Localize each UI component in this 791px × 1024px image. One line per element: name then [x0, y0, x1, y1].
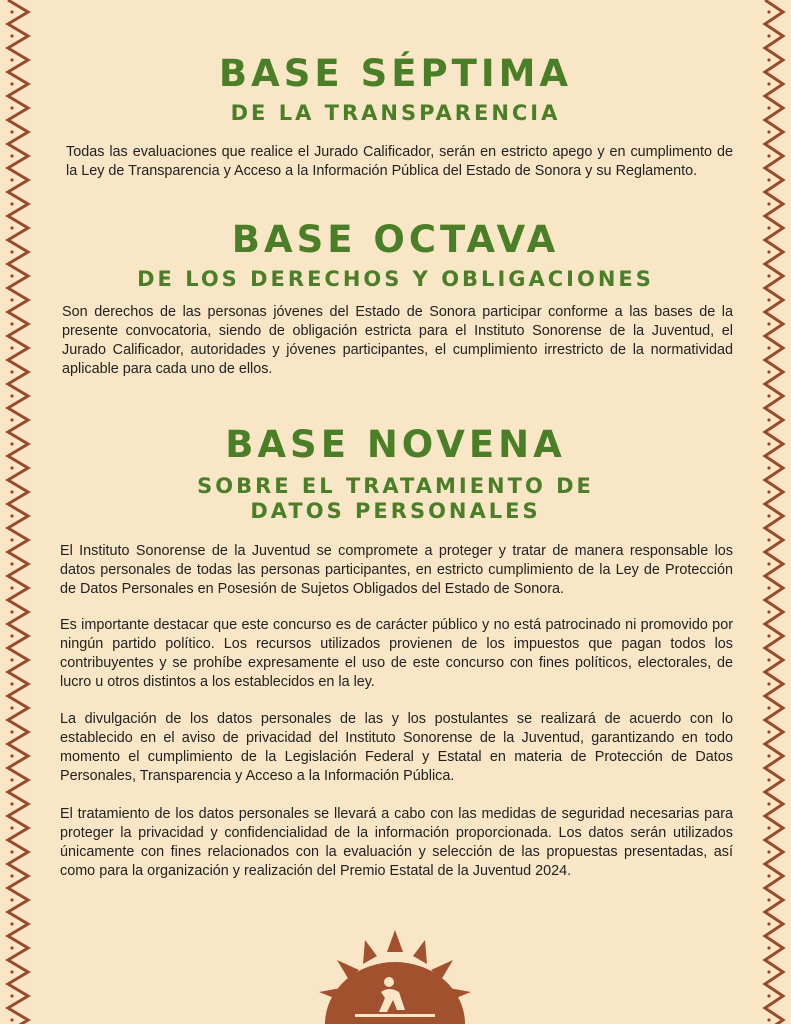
paragraph-novena-1: El Instituto Sonorense de la Juventud se compromete a proteger y tratar de manera responsable los datos personales de todas las personas participantes, en estricto cumplimiento de la Ley de Protección de Datos Personales en Posesión de Sujetos Obligados del Estado de Sonora.: [60, 543, 733, 597]
section-title-septima: BASE SÉPTIMA: [218, 52, 573, 95]
section-title-octava: BASE OCTAVA: [231, 218, 560, 261]
section-title-novena: BASE NOVENA: [225, 423, 566, 466]
section-subtitle-octava: DE LOS DERECHOS Y OBLIGACIONES: [137, 267, 654, 291]
paragraph-novena-2: Es importante destacar que este concurso es de carácter público y no está patrocinado ni promovido por ningún partido político. Los recursos utilizados provienen de los impuestos que pagan todos los contribuyentes y se prohíbe expresamente el uso de este concurso con fines políticos, electorales, de lucro u otros distintos a los establecidos en la ley.: [60, 617, 733, 690]
paragraph-septima: Todas las evaluaciones que realice el Jurado Calificador, serán en estricto apego y en cumplimento de la Ley de Transparencia y Acceso a la Información Pública del Estado de Sonora y su Reglamento.: [66, 144, 733, 179]
right-border-pattern: [751, 0, 791, 1024]
section-subtitle-septima: DE LA TRANSPARENCIA: [230, 101, 561, 125]
paragraph-octava: Son derechos de las personas jóvenes del Estado de Sonora participar conforme a las bases de la presente convocatoria, siendo de obligación estricta para el Instituto Sonorense de la Juventud, el Jurado Calificador, autoridades y jóvenes participantes, el cumplimiento irrestricto de la normatividad aplicable para cada uno de ellos.: [62, 304, 733, 377]
paragraph-novena-3: La divulgación de los datos personales de las y los postulantes se realizará de acuerdo con lo establecido en el aviso de privacidad del Instituto Sonorense de la Juventud, garantizando en todo momento el cumplimiento de la Legislación Federal y Estatal en materia de Protección de Datos Personales, Transparencia y Acceso a la Información Pública.: [60, 711, 733, 784]
paragraph-novena-4: El tratamiento de los datos personales se llevará a cabo con las medidas de seguridad necesarias para proteger la privacidad y confidencialidad de la información proporcionada. Los datos serán utilizados únicamente con fines relacionados con la evaluación y selección de las propuestas presentadas, así como para la organización y realización del Premio Estatal de la Juventud 2024.: [60, 806, 733, 879]
left-border-pattern: [0, 0, 40, 1024]
section-subtitle-novena-line2: DATOS PERSONALES: [250, 499, 541, 523]
sun-emblem-icon: [315, 930, 475, 1024]
section-subtitle-novena-line1: SOBRE EL TRATAMIENTO DE: [197, 474, 594, 498]
